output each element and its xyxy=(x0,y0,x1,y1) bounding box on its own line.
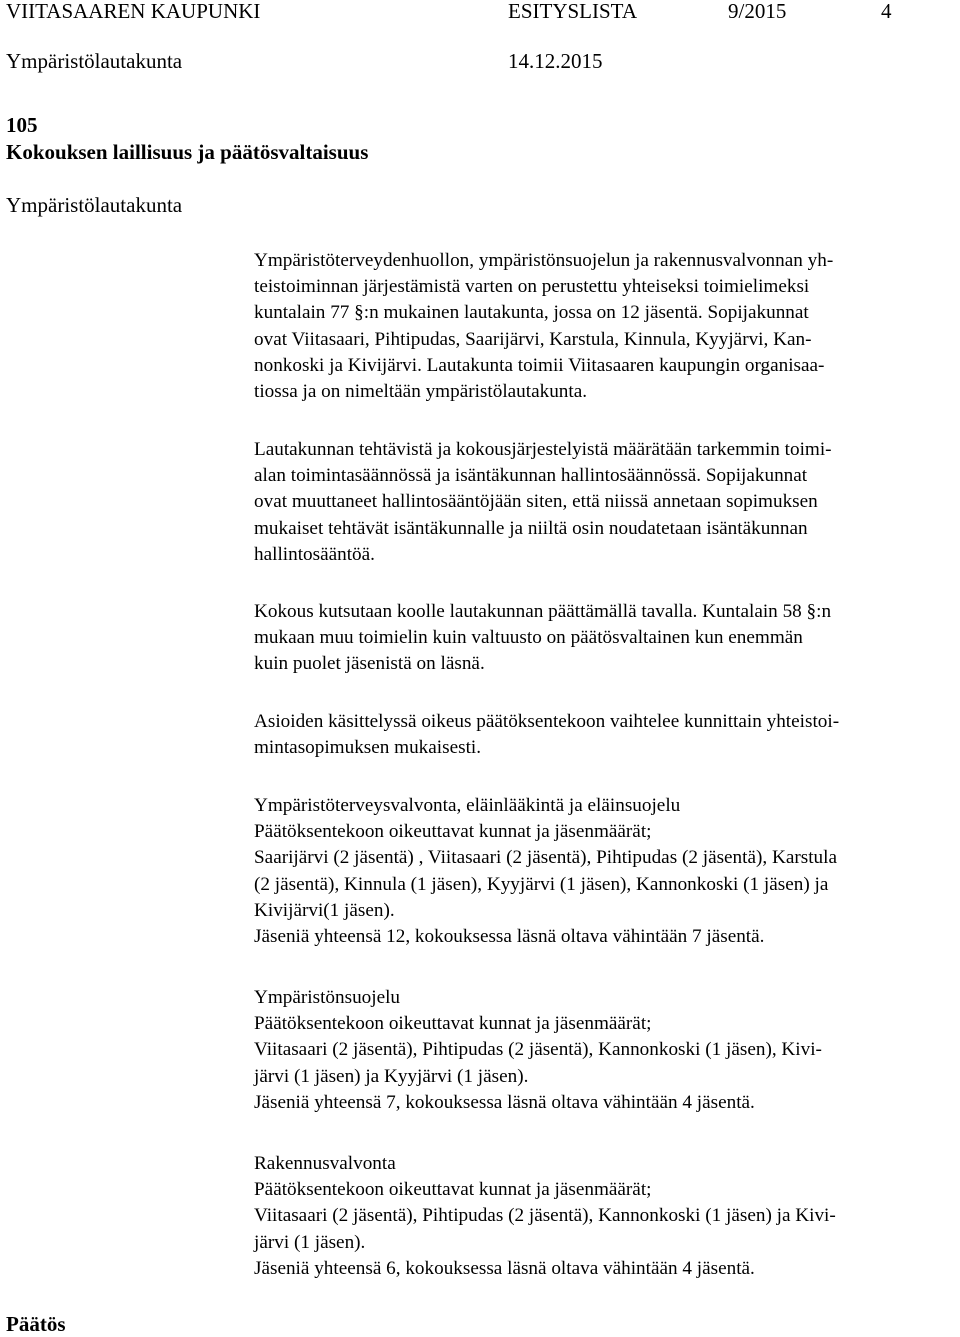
text-line: Jäseniä yhteensä 12, kokouksessa läsnä oltava vähintään 7 jäsentä. xyxy=(254,926,765,948)
paragraph-health-supervision xyxy=(254,793,956,950)
text-line: alan toimintasäännössä ja isäntäkunnan hallintosäännössä. Sopijakunnat xyxy=(254,465,808,487)
item-number: 105 xyxy=(6,113,38,137)
issue-number: 9/2015 xyxy=(728,0,787,23)
text-line: nonkoski ja Kivijärvi. Lautakunta toimii Viitasaaren kaupungin organisaa- xyxy=(254,354,825,376)
meeting-date: 14.12.2015 xyxy=(508,49,603,73)
text-line: Viitasaari (2 jäsentä), Pihtipudas (2 jäsentä), Kannonkoski (1 jäsen), Kivi- xyxy=(254,1039,822,1061)
document-type: ESITYSLISTA xyxy=(508,0,637,23)
paragraph-meeting-call xyxy=(254,599,956,678)
decision-label: Päätös xyxy=(6,1312,66,1336)
text-line: Lautakunnan tehtävistä ja kokousjärjestelyistä määrätään tarkemmin toimi- xyxy=(254,439,832,460)
text-line: Jäseniä yhteensä 6, kokouksessa läsnä oltava vähintään 4 jäsentä. xyxy=(254,1257,755,1279)
text-line: (2 jäsentä), Kinnula (1 jäsen), Kyyjärvi (1 jäsen), Kannonkoski (1 jäsen) ja xyxy=(254,873,829,895)
paragraph-decision-rights xyxy=(254,709,956,761)
text-line: ovat muuttaneet hallintosääntöjään siten, että niissä annetaan sopimuksen xyxy=(254,491,818,513)
text-line: Jäseniä yhteensä 7, kokouksessa läsnä oltava vähintään 4 jäsentä. xyxy=(254,1091,755,1113)
text-line: Ympäristöterveydenhuollon, ympäristönsuojelun ja rakennusvalvonnan yh- xyxy=(254,250,834,271)
text-line: Ympäristönsuojelu xyxy=(254,987,401,1008)
text-line: järvi (1 jäsen) ja Kyyjärvi (1 jäsen). xyxy=(254,1065,529,1087)
text-line: Päätöksentekoon oikeuttavat kunnat ja jäsenmäärät; xyxy=(254,821,652,843)
text-line: Päätöksentekoon oikeuttavat kunnat ja jäsenmäärät; xyxy=(254,1179,652,1201)
text-line: Asioiden käsittelyssä oikeus päätöksentekoon vaihtelee kunnittain yhteistoi- xyxy=(254,711,840,732)
text-line: ovat Viitasaari, Pihtipudas, Saarijärvi, Karstula, Kinnula, Kyyjärvi, Kan- xyxy=(254,328,812,350)
text-line: Päätöksentekoon oikeuttavat kunnat ja jäsenmäärät; xyxy=(254,1013,652,1035)
paragraph-intro xyxy=(254,248,956,405)
text-line: mukaan muu toimielin kuin valtuusto on päätösvaltainen kun enemmän xyxy=(254,627,803,649)
committee-name: Ympäristölautakunta xyxy=(6,49,183,73)
text-line: kuin puolet jäsenistä on läsnä. xyxy=(254,653,485,675)
paragraph-duties xyxy=(254,437,956,568)
org-name: VIITASAAREN KAUPUNKI xyxy=(6,0,261,23)
item-title: Kokouksen laillisuus ja päätösvaltaisuus xyxy=(6,140,369,164)
committee-label: Ympäristölautakunta xyxy=(6,193,183,217)
text-line: Kokous kutsutaan koolle lautakunnan päättämällä tavalla. Kuntalain 58 §:n xyxy=(254,601,832,622)
text-line: hallintosääntöä. xyxy=(254,543,375,565)
text-line: Saarijärvi (2 jäsentä) , Viitasaari (2 jäsentä), Pihtipudas (2 jäsentä), Karstula xyxy=(254,847,837,869)
text-line: Rakennusvalvonta xyxy=(254,1153,396,1174)
paragraph-building-control xyxy=(254,1151,956,1282)
text-line: Viitasaari (2 jäsentä), Pihtipudas (2 jäsentä), Kannonkoski (1 jäsen) ja Kivi- xyxy=(254,1205,836,1227)
text-line: tiossa ja on nimeltään ympäristölautakunta. xyxy=(254,381,588,403)
page-number: 4 xyxy=(881,0,892,23)
text-line: järvi (1 jäsen). xyxy=(254,1231,366,1253)
text-line: Kivijärvi(1 jäsen). xyxy=(254,899,395,921)
text-line: Ympäristöterveysvalvonta, eläinlääkintä ja eläinsuojelu xyxy=(254,795,681,816)
text-line: mintasopimuksen mukaisesti. xyxy=(254,737,482,759)
text-line: teistoiminnan järjestämistä varten on perustettu yhteiseksi toimielimeksi xyxy=(254,276,810,298)
text-line: mukaiset tehtävät isäntäkunnalle ja niiltä osin noudatetaan isäntäkunnan xyxy=(254,517,808,539)
paragraph-environmental-protection xyxy=(254,985,956,1116)
text-line: kuntalain 77 §:n mukainen lautakunta, jossa on 12 jäsentä. Sopijakunnat xyxy=(254,302,809,324)
